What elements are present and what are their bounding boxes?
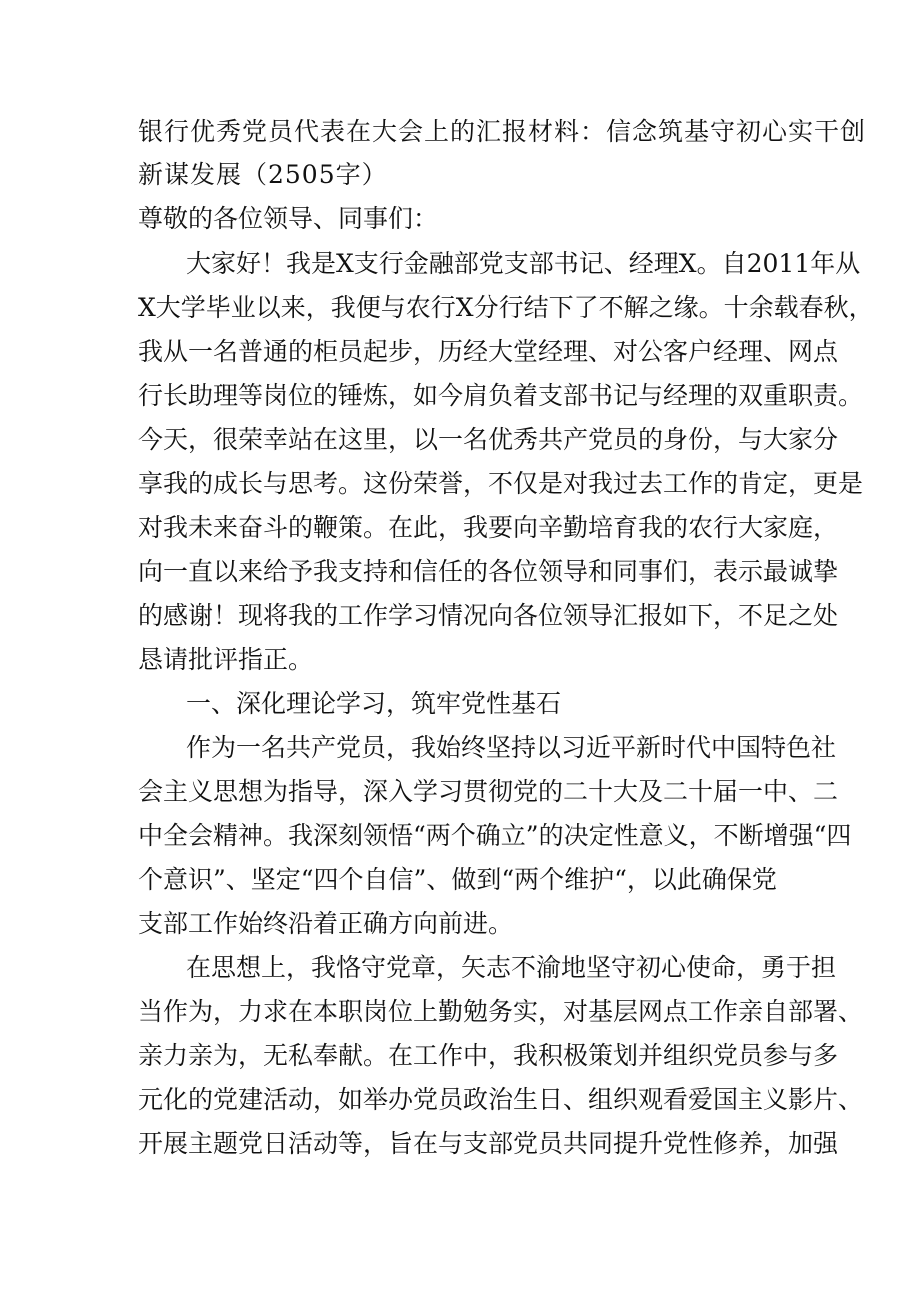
paragraph-line: 大家好！我是X支行金融部党支部书记、经理X。自2011年从	[186, 249, 861, 278]
paragraph-line: 在思想上，我恪守党章，矢志不渝地坚守初心使命，勇于担	[186, 953, 837, 982]
paragraph-line: 今天，很荣幸站在这里，以一名优秀共产党员的身份，与大家分	[138, 425, 839, 454]
section-heading: 一、深化理论学习，筑牢党性基石	[186, 689, 562, 718]
paragraph-line: 我从一名普通的柜员起步，历经大堂经理、对公客户经理、网点	[138, 337, 839, 366]
paragraph-line: 中全会精神。我深刻领悟“两个确立”的决定性意义，不断增强“四	[138, 821, 852, 850]
paragraph-line: 恳请批评指正。	[138, 645, 314, 674]
paragraph-line: 元化的党建活动，如举办党员政治生日、组织观看爱国主义影片、	[138, 1085, 864, 1114]
paragraph-line: 开展主题党日活动等，旨在与支部党员共同提升党性修养，加强	[138, 1129, 839, 1158]
paragraph-line: 向一直以来给予我支持和信任的各位领导和同事们，表示最诚挚	[138, 557, 839, 586]
paragraph-line: X大学毕业以来，我便与农行X分行结下了不解之缘。十余载春秋，	[138, 293, 874, 322]
paragraph-line: 会主义思想为指导，深入学习贯彻党的二十大及二十届一中、二	[138, 777, 839, 806]
document-title-line-2: 新谋发展（2505字）	[138, 160, 388, 189]
paragraph-line: 作为一名共产党员，我始终坚持以习近平新时代中国特色社	[186, 733, 837, 762]
paragraph-line: 亲力亲为，无私奉献。在工作中，我积极策划并组织党员参与多	[138, 1041, 839, 1070]
paragraph-line: 的感谢！现将我的工作学习情况向各位领导汇报如下，不足之处	[138, 601, 839, 630]
paragraph-line: 行长助理等岗位的锤炼，如今肩负着支部书记与经理的双重职责。	[138, 381, 864, 410]
paragraph-line: 支部工作始终沿着正确方向前进。	[138, 909, 514, 938]
paragraph-line: 享我的成长与思考。这份荣誉，不仅是对我过去工作的肯定，更是	[138, 469, 864, 498]
document-title-line-1: 银行优秀党员代表在大会上的汇报材料：信念筑基守初心实干创	[138, 117, 867, 146]
paragraph-line: 个意识”、坚定“四个自信”、做到“两个维护“，以此确保党	[138, 865, 777, 894]
salutation: 尊敬的各位领导、同事们：	[138, 204, 439, 233]
paragraph-line: 对我未来奋斗的鞭策。在此，我要向辛勤培育我的农行大家庭，	[138, 513, 839, 542]
paragraph-line: 当作为，力求在本职岗位上勤勉务实，对基层网点工作亲自部署、	[138, 997, 864, 1026]
